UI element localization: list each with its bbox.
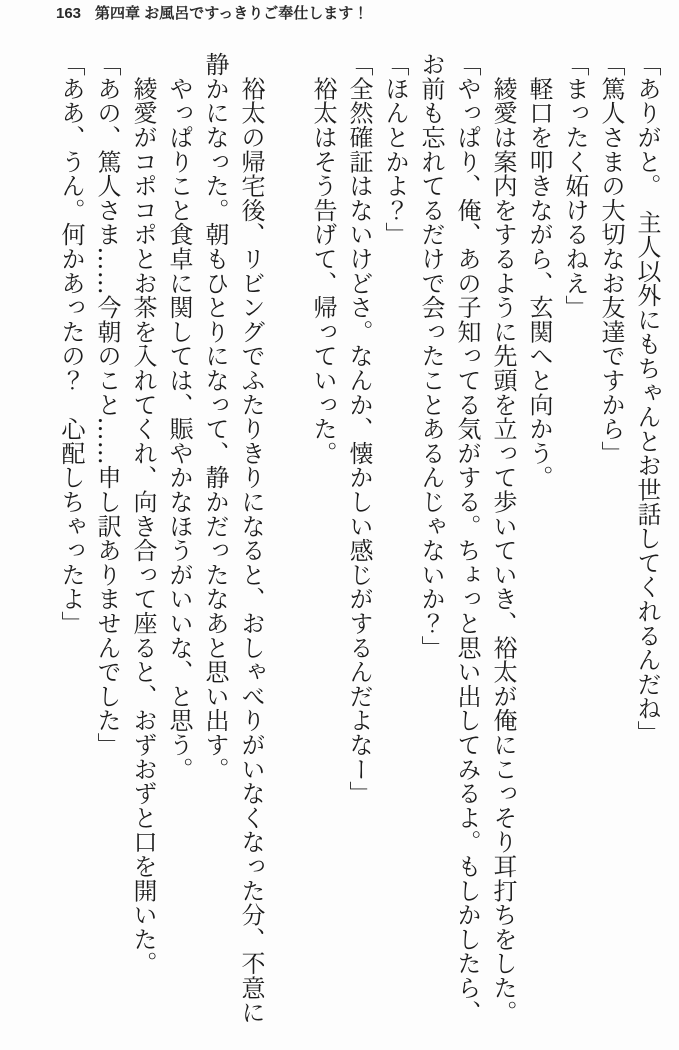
text-line-blank: [269, 52, 305, 1024]
text-line: 「まったく妬けるねえ」: [561, 52, 589, 320]
text-line: 軽口を叩きながら、玄関へと向かう。: [525, 52, 553, 490]
text-line: 綾愛は案内をするように先頭を立って歩いていき、裕太が俺にこっそり耳打ちをした。: [489, 52, 517, 1024]
text-line: やっぱりこと食卓に関しては、賑やかなほうがいいな、と思う。: [165, 52, 193, 781]
text-line: 裕太はそう告げて、帰っていった。: [309, 52, 337, 466]
text-line: 裕太の帰宅後、リビングでふたりきりになると、おしゃべりがいなくなった分、不意に: [237, 52, 265, 1024]
text-line: 綾愛がコポコポとお茶を入れてくれ、向き合って座ると、おずおずと口を開いた。: [129, 52, 157, 976]
text-line: 「あの、篤人さま……今朝のこと……申し訳ありませんでした」: [93, 52, 121, 757]
text-line: 静かになった。朝もひとりになって、静かだったなあと思い出す。: [201, 52, 229, 781]
text-line: 「ほんとかよ？」: [381, 52, 409, 247]
page-header: [56, 2, 368, 23]
page-number: 163: [56, 5, 82, 22]
text-line: 「やっぱり、俺、あの子知ってる気がする。ちょっと思い出してみるよ。もしかしたら、: [453, 52, 481, 1024]
text-line: 「ありがと。 主人以外にもちゃんとお世話してくれるんだね」: [633, 52, 661, 745]
text-line: 「篤人さまの大切なお友達ですから」: [597, 52, 625, 466]
text-line: お前も忘れてるだけで会ったことあるんじゃないか？」: [417, 52, 445, 660]
text-line: 「ああ、うん。何かあったの？ 心配しちゃったよ」: [57, 52, 85, 636]
chapter-title: 第四章 お風呂ですっきりご奉仕します！: [95, 5, 369, 22]
text-line: 「全然確証はないけどさ。なんか、懐かしい感じがするんだよなー」: [345, 52, 373, 806]
novel-text: [53, 52, 665, 1024]
